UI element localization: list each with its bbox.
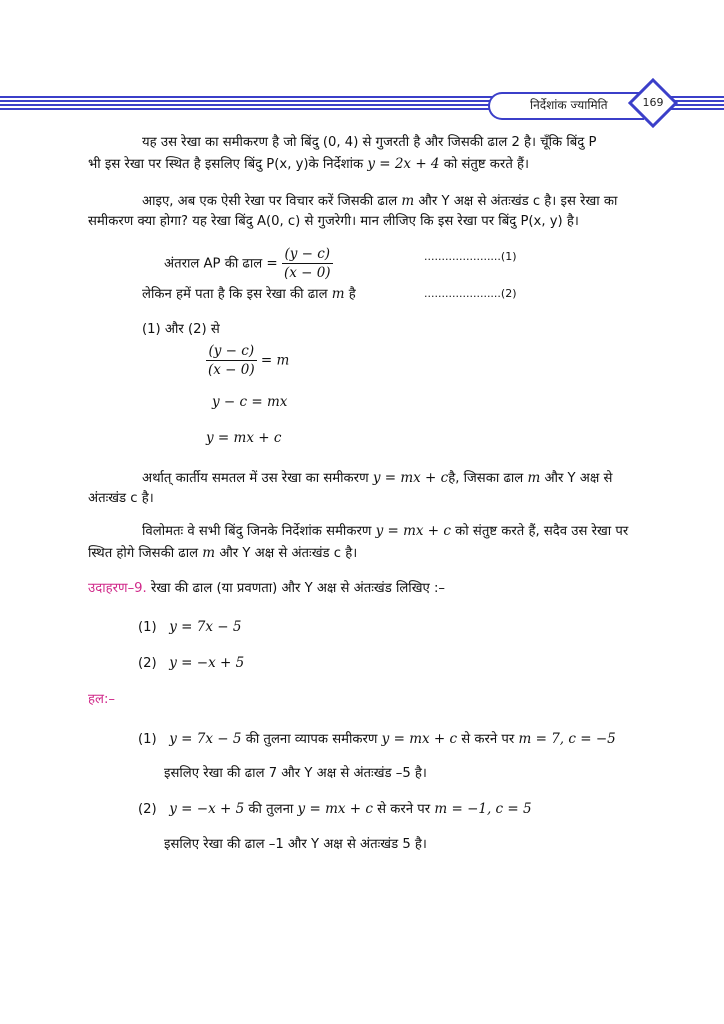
solution-1-conclusion: इसलिए रेखा की ढाल 7 और Y अक्ष से अंतःखंड –5 है। [164, 766, 427, 781]
example-heading: उदाहरण–9. रेखा की ढाल (या प्रवणता) और Y अक्ष से अंतःखंड लिखिए :– [88, 581, 446, 596]
solution-label: हल:– [88, 692, 115, 707]
para2-line1: आइए, अब एक ऐसी रेखा पर विचार करें जिसकी ढाल m और Y अक्ष से अंतःखंड c है। इस रेखा का [142, 193, 618, 209]
para3-line1: अर्थात् कार्तीय समतल में उस रेखा का समीकरण y = mx + cहै, जिसका ढाल m और Y अक्ष से [142, 470, 613, 486]
equation-ref-1: ......................(1) [424, 250, 517, 263]
para2-line2: समीकरण क्या होगा? यह रेखा बिंदु A(0, c) से गुजरेगी। मान लीजिए कि इस रेखा पर बिंदु P(x, y) है। [88, 214, 579, 229]
equation-2: लेकिन हमें पता है कि इस रेखा की ढाल m है [142, 286, 356, 302]
from-label: (1) और (2) से [142, 322, 220, 337]
page-number: 169 [642, 96, 664, 109]
solution-1: (1) y = 7x − 5 की तुलना व्यापक समीकरण y = mx + c से करने पर m = 7, c = −5 [138, 731, 616, 747]
chapter-title: निर्देशांक ज्यामिति [530, 98, 608, 112]
para4-line2: स्थित होगे जिसकी ढाल m और Y अक्ष से अंतःखंड c है। [88, 545, 358, 561]
para1-equation: y = 2x + 4 [367, 156, 440, 172]
derivation-step1: $\frac{(y - c)}{(x - 0)}$ = m [208, 343, 290, 378]
para3-line2: अंतःखंड c है। [88, 491, 154, 506]
derivation-step2: y − c = mx [212, 394, 288, 410]
para1-line1: यह उस रेखा का समीकरण है जो बिंदु (0, 4) से गुजरती है और जिसकी ढाल 2 है। चूँकि बिंदु P [142, 135, 597, 150]
equation-1: अंतराल AP की ढाल = $\frac{(y - c)}{(x - 0)}$ [164, 246, 331, 281]
solution-2-conclusion: इसलिए रेखा की ढाल –1 और Y अक्ष से अंतःखंड 5 है। [164, 837, 427, 852]
example-label: उदाहरण–9. [88, 581, 147, 596]
equation-ref-2: ......................(2) [424, 287, 517, 300]
para1-line2: भी इस रेखा पर स्थित है इसलिए बिंदु P(x, y)के निर्देशांक y = 2x + 4 को संतुष्ट करते हैं। [88, 156, 530, 172]
para4-line1: विलोमतः वे सभी बिंदु जिनके निर्देशांक समीकरण y = mx + c को संतुष्ट करते हैं, सदैव उस रेखा पर [142, 523, 629, 539]
solution-2: (2) y = −x + 5 की तुलना y = mx + c से करने पर m = −1, c = 5 [138, 801, 532, 817]
derivation-step3: y = mx + c [206, 430, 282, 446]
fraction-slope: $\frac{(y - c)}{(x - 0)}$ [283, 246, 331, 281]
question-2: (2) y = −x + 5 [138, 655, 245, 671]
question-1: (1) y = 7x − 5 [138, 619, 242, 635]
